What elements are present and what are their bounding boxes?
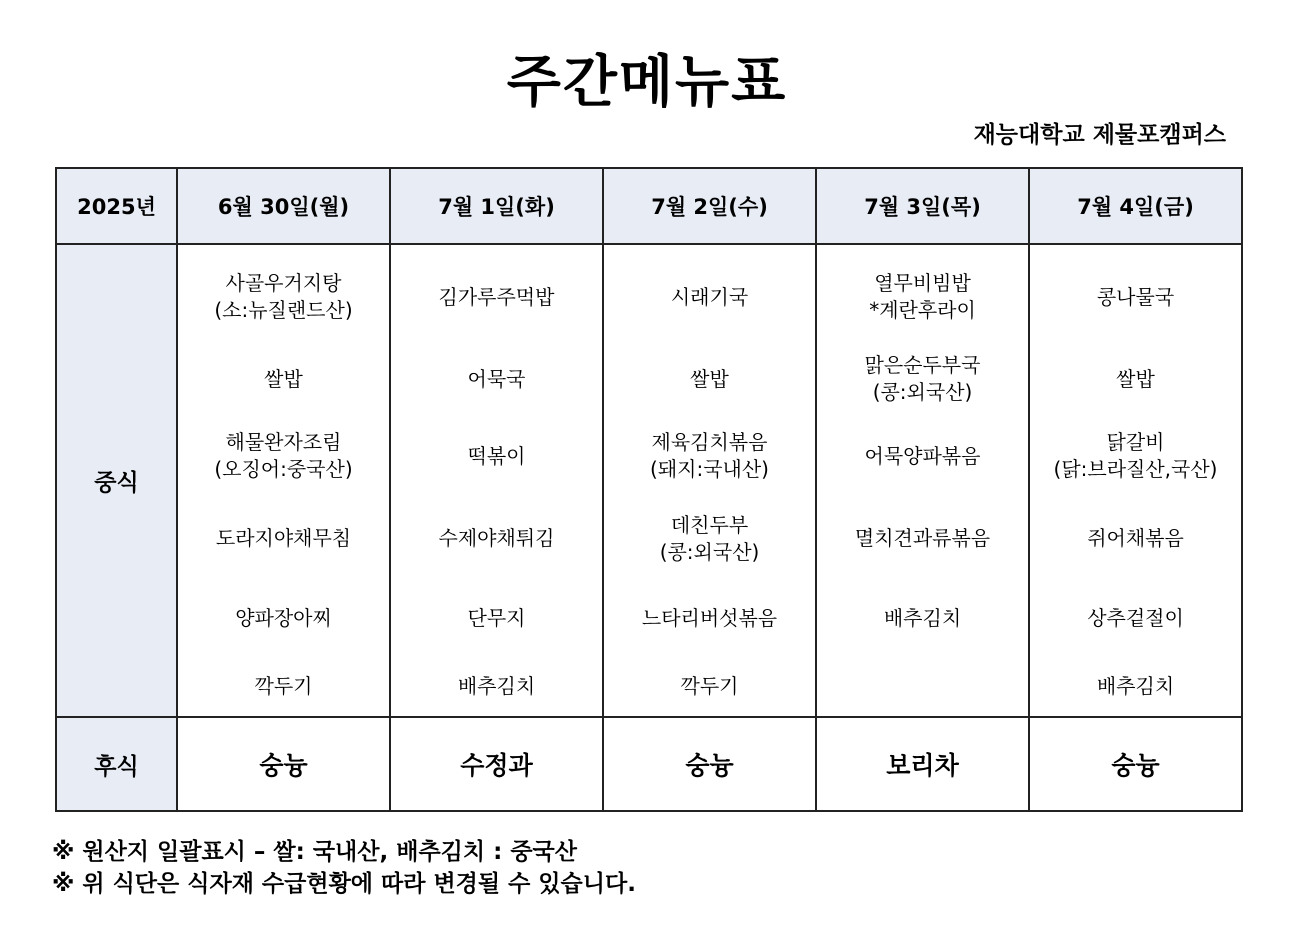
menu-item-name: 해물완자조림 xyxy=(225,430,342,454)
menu-item xyxy=(391,497,602,580)
menu-item xyxy=(391,245,602,343)
menu-item xyxy=(817,656,1028,716)
menu-item-name: 수제야채튀김 xyxy=(438,526,555,550)
menu-item xyxy=(178,580,389,656)
menu-item-detail: (콩:외국산) xyxy=(872,380,973,404)
menu-item xyxy=(817,245,1028,343)
notes xyxy=(52,836,636,900)
menu-item-name: 제육김치볶음 xyxy=(651,430,768,454)
dessert-cell: 숭늉 xyxy=(603,717,816,811)
menu-item xyxy=(178,497,389,580)
menu-item-detail: (돼지:국내산) xyxy=(650,457,769,481)
menu-item-name: 도라지야채무침 xyxy=(215,526,352,550)
menu-item xyxy=(178,245,389,343)
menu-item-name: 어묵양파볶음 xyxy=(864,443,981,468)
menu-item-name: 어묵국 xyxy=(467,366,526,391)
lunch-cell xyxy=(177,244,390,717)
menu-item-name: 떡볶이 xyxy=(467,443,526,468)
menu-item-name: 깍두기 xyxy=(254,673,313,698)
dessert-cell: 보리차 xyxy=(816,717,1029,811)
menu-item-name: 양파장아찌 xyxy=(235,605,332,630)
menu-item-name: 데친두부 xyxy=(670,512,749,537)
lunch-cell xyxy=(390,244,603,717)
menu-item-detail: (콩:외국산) xyxy=(659,539,760,564)
campus-name: 재능대학교 제물포캠퍼스 xyxy=(973,122,1226,148)
menu-item-name: 배추김치 xyxy=(1096,673,1175,698)
origin-note: ※ 원산지 일괄표시 – 쌀: 국내산, 배추김치 : 중국산 xyxy=(52,839,577,865)
menu-item xyxy=(391,656,602,716)
day-header: 7월 4일(금) xyxy=(1029,168,1242,244)
menu-item-name: 느타리버섯볶음 xyxy=(641,605,778,630)
menu-item-name: 쌀밥 xyxy=(264,366,303,391)
dessert-cell: 숭늉 xyxy=(177,717,390,811)
menu-item xyxy=(817,415,1028,497)
weekly-menu-table xyxy=(55,167,1243,812)
lunch-cell xyxy=(1029,244,1242,717)
menu-item xyxy=(391,415,602,497)
dessert-row xyxy=(56,717,1242,811)
menu-item-name: 열무비빔밥 xyxy=(874,271,971,295)
menu-item xyxy=(391,580,602,656)
lunch-row xyxy=(56,244,1242,717)
menu-item xyxy=(604,580,815,656)
menu-item xyxy=(1030,656,1241,716)
lunch-cell xyxy=(816,244,1029,717)
change-note: ※ 위 식단은 식자재 수급현황에 따라 변경될 수 있습니다. xyxy=(52,871,636,897)
menu-item-name: 김가루주먹밥 xyxy=(438,284,555,309)
menu-item-name: 쌀밥 xyxy=(690,366,729,391)
menu-item xyxy=(1030,580,1241,656)
dessert-cell: 수정과 xyxy=(390,717,603,811)
menu-item xyxy=(817,343,1028,415)
menu-item-name: 쌀밥 xyxy=(1116,366,1155,391)
menu-item-detail: (소:뉴질랜드산) xyxy=(214,298,353,322)
menu-item-detail: *계란후라이 xyxy=(869,298,976,322)
menu-item xyxy=(604,656,815,716)
menu-item-name: 단무지 xyxy=(467,605,526,630)
menu-item xyxy=(817,497,1028,580)
header-row xyxy=(56,168,1242,244)
menu-item xyxy=(1030,343,1241,415)
menu-item-name: 상추겉절이 xyxy=(1087,605,1184,630)
day-header: 6월 30일(월) xyxy=(177,168,390,244)
menu-item-detail: (닭:브라질산,국산) xyxy=(1053,457,1218,481)
menu-item-name: 깍두기 xyxy=(680,673,739,698)
menu-item-name: 닭갈비 xyxy=(1106,430,1165,454)
menu-item-name: 콩나물국 xyxy=(1096,284,1175,309)
day-header: 7월 2일(수) xyxy=(603,168,816,244)
day-header: 7월 1일(화) xyxy=(390,168,603,244)
menu-item xyxy=(1030,497,1241,580)
menu-item-name: 멸치견과류볶음 xyxy=(854,526,991,550)
menu-item xyxy=(604,245,815,343)
menu-item xyxy=(604,415,815,497)
menu-item-detail: (오징어:중국산) xyxy=(214,457,353,481)
menu-item xyxy=(178,343,389,415)
dessert-cell: 숭늉 xyxy=(1029,717,1242,811)
menu-item-name: 시래기국 xyxy=(670,284,749,309)
dessert-label: 후식 xyxy=(56,717,177,811)
lunch-cell xyxy=(603,244,816,717)
menu-item xyxy=(178,415,389,497)
menu-item xyxy=(391,343,602,415)
year-header: 2025년 xyxy=(56,168,177,244)
menu-item xyxy=(1030,245,1241,343)
menu-item xyxy=(604,343,815,415)
menu-item xyxy=(817,580,1028,656)
day-header: 7월 3일(목) xyxy=(816,168,1029,244)
menu-item-name: 맑은순두부국 xyxy=(864,353,981,377)
page-title: 주간메뉴표 xyxy=(506,50,788,115)
menu-item xyxy=(178,656,389,716)
menu-item-name: 사골우거지탕 xyxy=(225,271,342,295)
menu-item-name: 배추김치 xyxy=(883,605,962,630)
menu-item-name: 배추김치 xyxy=(457,673,536,698)
lunch-label: 중식 xyxy=(56,244,177,717)
menu-item-name: 쥐어채볶음 xyxy=(1087,526,1184,550)
menu-item xyxy=(604,497,815,580)
menu-item xyxy=(1030,415,1241,497)
